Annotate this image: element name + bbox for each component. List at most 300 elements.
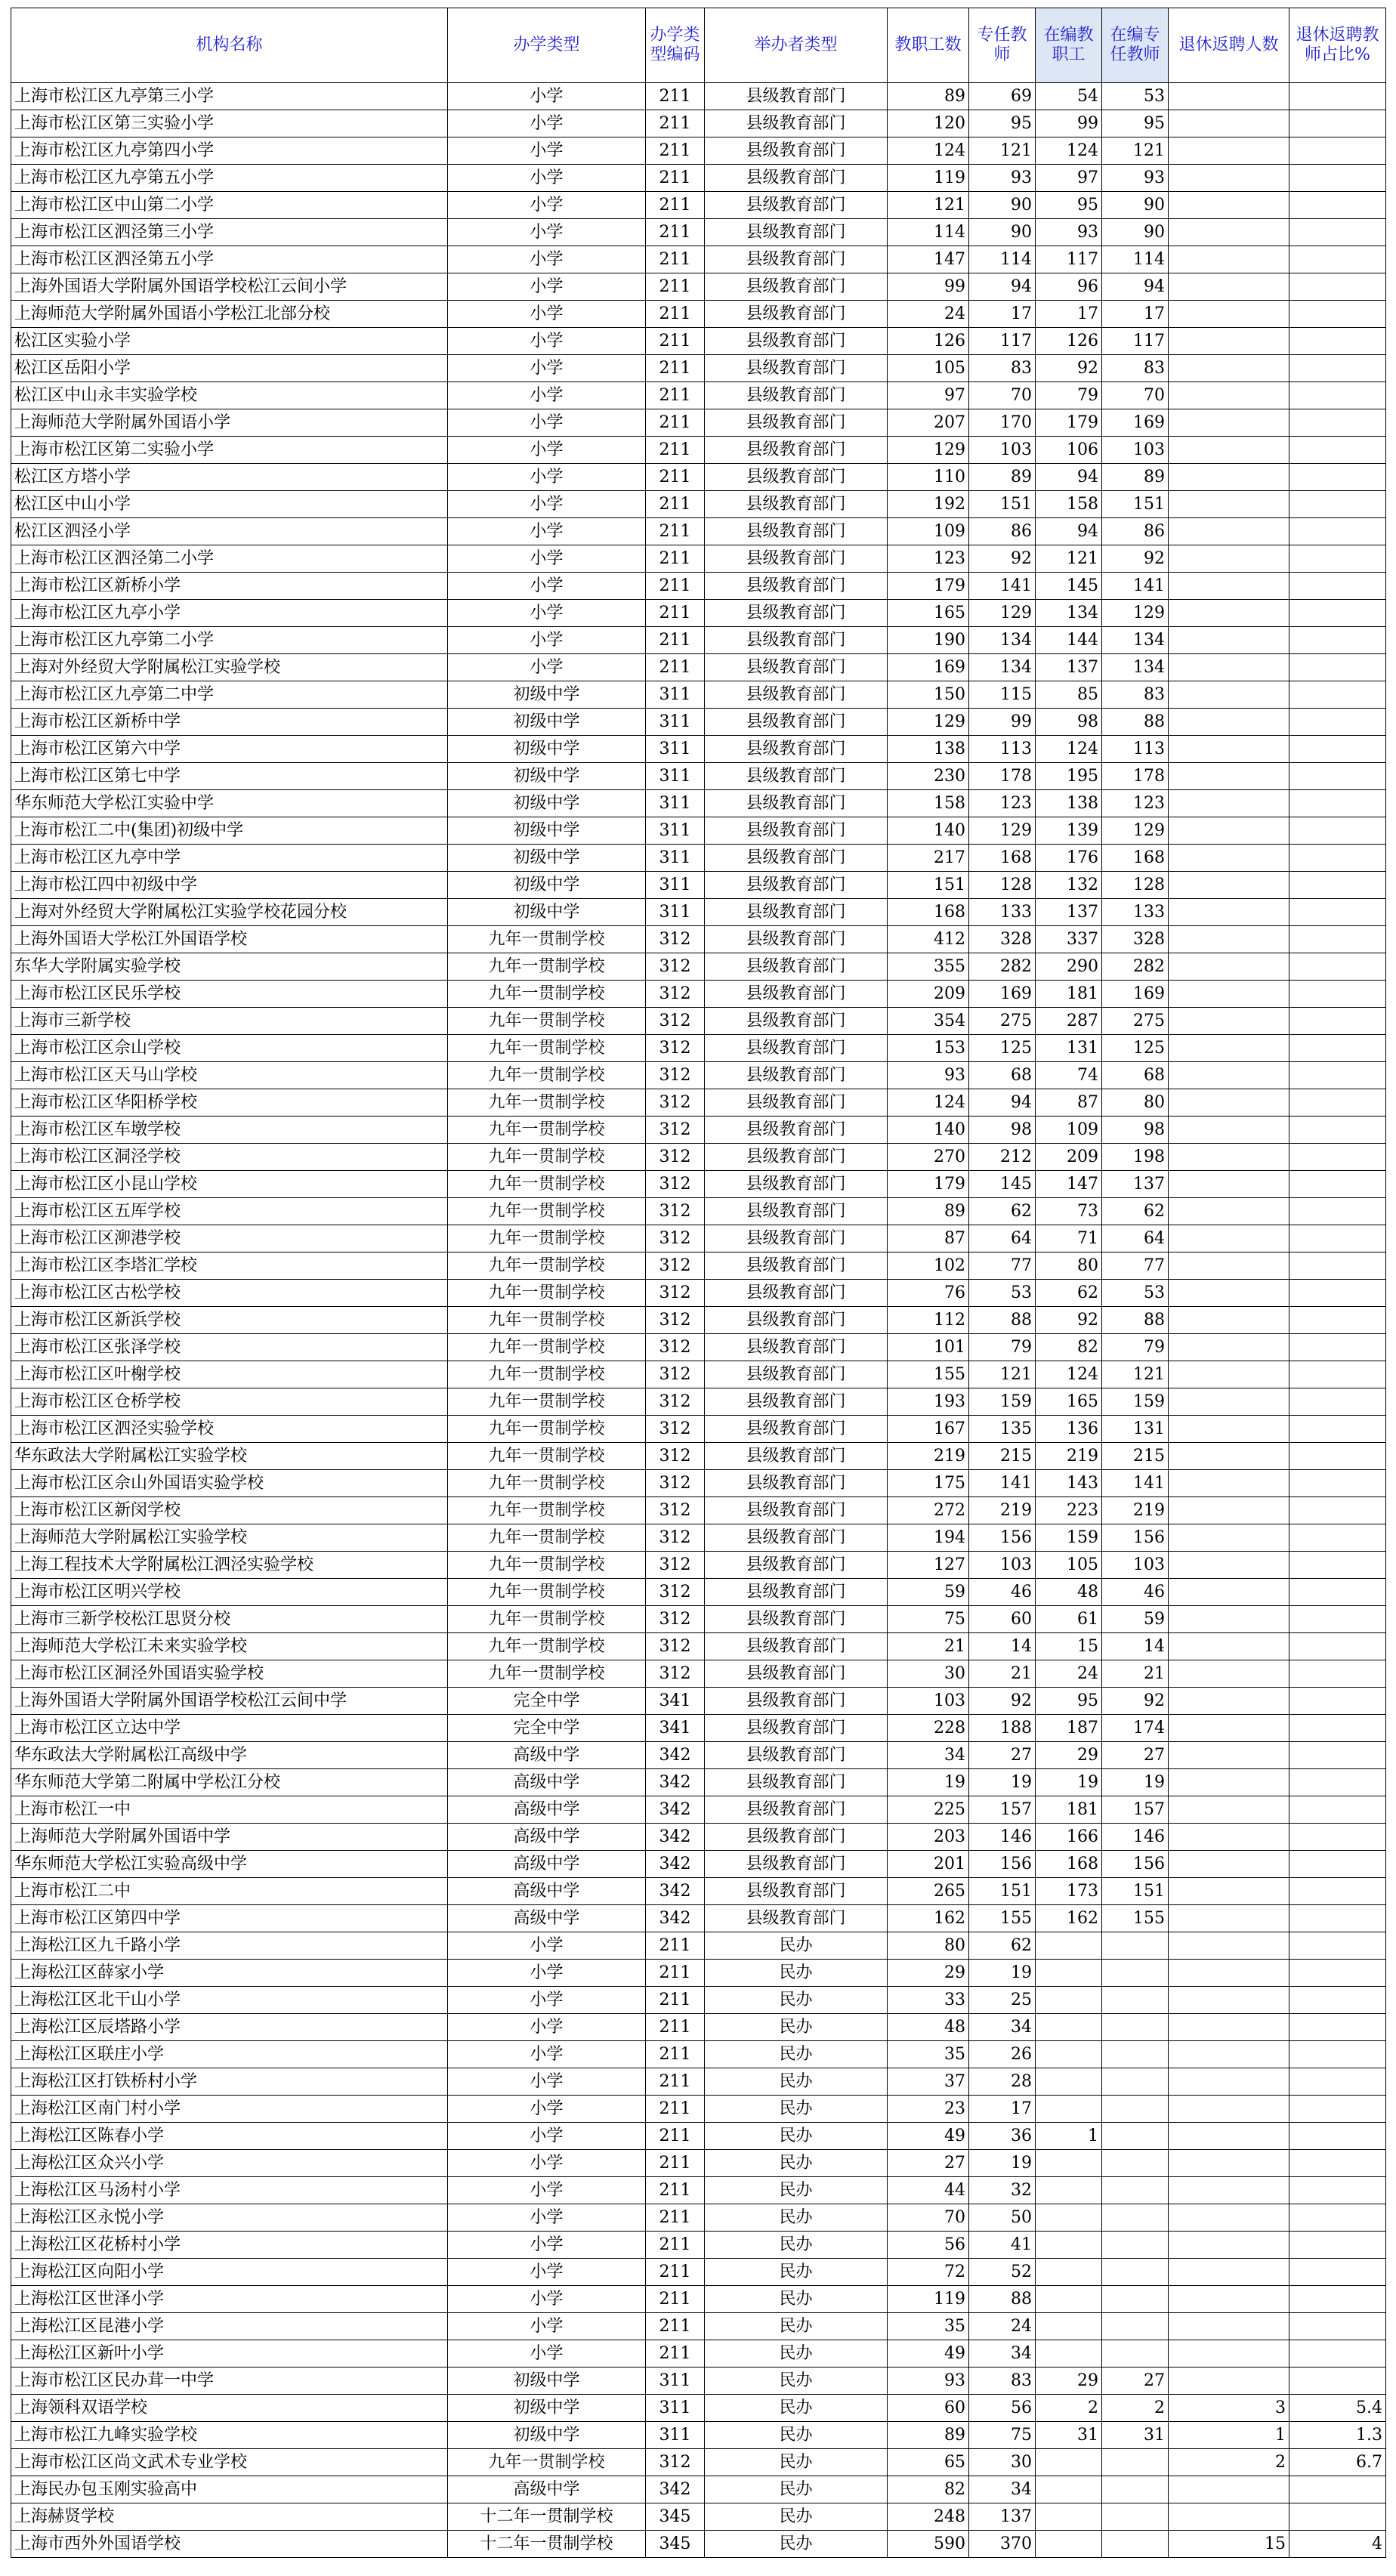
- established-staff-cell: 85: [1036, 681, 1102, 709]
- rehired-teacher-ratio-cell: [1289, 2068, 1386, 2096]
- rehired-retirees-cell: [1169, 1008, 1289, 1035]
- school-type-cell: 九年一贯制学校: [448, 1252, 646, 1280]
- header-rehired-retirees: 退休返聘人数: [1169, 8, 1289, 83]
- established-staff-cell: 124: [1036, 1361, 1102, 1388]
- table-row: [11, 1225, 1386, 1252]
- staff-count-cell: 29: [888, 1960, 969, 1987]
- rehired-retirees-cell: [1169, 926, 1289, 953]
- established-staff-cell: 73: [1036, 1198, 1102, 1225]
- staff-count-cell: 99: [888, 273, 969, 301]
- school-type-cell: 小学: [448, 2286, 646, 2313]
- established-staff-cell: 98: [1036, 709, 1102, 736]
- full-time-teachers-cell: 62: [969, 1198, 1036, 1225]
- full-time-teachers-cell: 159: [969, 1388, 1036, 1416]
- rehired-teacher-ratio-cell: [1289, 600, 1386, 627]
- rehired-retirees-cell: [1169, 328, 1289, 355]
- sponsor-type-cell: 县级教育部门: [705, 1905, 888, 1932]
- established-teachers-cell: [1102, 2232, 1169, 2259]
- school-type-code-cell: 342: [646, 1769, 705, 1796]
- staff-count-cell: 179: [888, 573, 969, 600]
- established-staff-cell: 109: [1036, 1117, 1102, 1144]
- school-type-code-cell: 211: [646, 2313, 705, 2340]
- school-type-cell: 九年一贯制学校: [448, 953, 646, 981]
- table-row: [11, 1416, 1386, 1443]
- staff-count-cell: 140: [888, 1117, 969, 1144]
- rehired-teacher-ratio-cell: [1289, 926, 1386, 953]
- institution-name-cell: 上海市松江区车墩学校: [11, 1117, 448, 1144]
- established-teachers-cell: 282: [1102, 953, 1169, 981]
- school-type-cell: 小学: [448, 2068, 646, 2096]
- table-row: [11, 2041, 1386, 2068]
- established-teachers-cell: 125: [1102, 1035, 1169, 1062]
- rehired-teacher-ratio-cell: 6.7: [1289, 2449, 1386, 2476]
- established-staff-cell: [1036, 2449, 1102, 2476]
- established-staff-cell: 132: [1036, 872, 1102, 899]
- established-staff-cell: 287: [1036, 1008, 1102, 1035]
- school-type-cell: 小学: [448, 2177, 646, 2204]
- table-row: [11, 2204, 1386, 2232]
- rehired-teacher-ratio-cell: [1289, 355, 1386, 382]
- sponsor-type-cell: 县级教育部门: [705, 899, 888, 926]
- sponsor-type-cell: 民办: [705, 2531, 888, 2558]
- sponsor-type-cell: 县级教育部门: [705, 1633, 888, 1660]
- school-type-code-cell: 312: [646, 1416, 705, 1443]
- rehired-retirees-cell: [1169, 273, 1289, 301]
- established-staff-cell: [1036, 2204, 1102, 2232]
- rehired-teacher-ratio-cell: [1289, 1198, 1386, 1225]
- full-time-teachers-cell: 170: [969, 409, 1036, 437]
- full-time-teachers-cell: 53: [969, 1280, 1036, 1307]
- rehired-retirees-cell: [1169, 600, 1289, 627]
- institution-name-cell: 上海松江区世泽小学: [11, 2286, 448, 2313]
- institution-name-cell: 上海市松江区第三实验小学: [11, 110, 448, 137]
- sponsor-type-cell: 县级教育部门: [705, 545, 888, 573]
- school-type-code-cell: 211: [646, 110, 705, 137]
- full-time-teachers-cell: 117: [969, 328, 1036, 355]
- school-type-code-cell: 312: [646, 1062, 705, 1089]
- staff-count-cell: 21: [888, 1633, 969, 1660]
- rehired-teacher-ratio-cell: [1289, 165, 1386, 192]
- school-type-code-cell: 312: [646, 1524, 705, 1552]
- school-type-cell: 九年一贯制学校: [448, 1579, 646, 1606]
- sponsor-type-cell: 县级教育部门: [705, 1035, 888, 1062]
- rehired-teacher-ratio-cell: [1289, 1715, 1386, 1742]
- rehired-retirees-cell: [1169, 1388, 1289, 1416]
- rehired-teacher-ratio-cell: [1289, 845, 1386, 872]
- school-type-cell: 小学: [448, 2259, 646, 2286]
- rehired-retirees-cell: [1169, 545, 1289, 573]
- rehired-teacher-ratio-cell: [1289, 301, 1386, 328]
- rehired-retirees-cell: [1169, 1824, 1289, 1851]
- established-staff-cell: 29: [1036, 2368, 1102, 2395]
- sponsor-type-cell: 民办: [705, 2368, 888, 2395]
- rehired-retirees-cell: 1: [1169, 2422, 1289, 2449]
- institution-name-cell: 上海市松江区民办茸一中学: [11, 2368, 448, 2395]
- institution-name-cell: 上海市松江区明兴学校: [11, 1579, 448, 1606]
- school-type-code-cell: 312: [646, 1171, 705, 1198]
- table-row: [11, 763, 1386, 790]
- school-type-code-cell: 211: [646, 654, 705, 681]
- school-type-code-cell: 311: [646, 845, 705, 872]
- staff-count-cell: 119: [888, 165, 969, 192]
- school-type-cell: 小学: [448, 2096, 646, 2123]
- header-established-teachers: 在编专任教师: [1102, 8, 1169, 83]
- established-staff-cell: 92: [1036, 355, 1102, 382]
- table-row: [11, 246, 1386, 273]
- school-type-cell: 初级中学: [448, 899, 646, 926]
- institution-name-cell: 上海松江区永悦小学: [11, 2204, 448, 2232]
- full-time-teachers-cell: 113: [969, 736, 1036, 763]
- table-row: [11, 2068, 1386, 2096]
- established-teachers-cell: 17: [1102, 301, 1169, 328]
- established-teachers-cell: 141: [1102, 1470, 1169, 1497]
- sponsor-type-cell: 县级教育部门: [705, 1334, 888, 1361]
- staff-count-cell: 121: [888, 192, 969, 219]
- school-type-cell: 九年一贯制学校: [448, 1606, 646, 1633]
- established-staff-cell: 1: [1036, 2123, 1102, 2150]
- rehired-retirees-cell: [1169, 1905, 1289, 1932]
- staff-count-cell: 270: [888, 1144, 969, 1171]
- sponsor-type-cell: 民办: [705, 2476, 888, 2503]
- sponsor-type-cell: 民办: [705, 2259, 888, 2286]
- staff-count-cell: 162: [888, 1905, 969, 1932]
- established-teachers-cell: 168: [1102, 845, 1169, 872]
- full-time-teachers-cell: 56: [969, 2395, 1036, 2422]
- table-row: [11, 1280, 1386, 1307]
- staff-count-cell: 138: [888, 736, 969, 763]
- sponsor-type-cell: 民办: [705, 2503, 888, 2531]
- full-time-teachers-cell: 27: [969, 1742, 1036, 1769]
- institution-name-cell: 上海工程技术大学附属松江泗泾实验学校: [11, 1552, 448, 1579]
- sponsor-type-cell: 县级教育部门: [705, 409, 888, 437]
- institution-name-cell: 上海市松江区天马山学校: [11, 1062, 448, 1089]
- staff-count-cell: 112: [888, 1307, 969, 1334]
- rehired-teacher-ratio-cell: [1289, 790, 1386, 817]
- established-teachers-cell: 83: [1102, 355, 1169, 382]
- table-row: [11, 1579, 1386, 1606]
- school-type-cell: 九年一贯制学校: [448, 1497, 646, 1524]
- table-row: [11, 1633, 1386, 1660]
- rehired-teacher-ratio-cell: [1289, 1008, 1386, 1035]
- rehired-retirees-cell: [1169, 1497, 1289, 1524]
- rehired-retirees-cell: [1169, 2313, 1289, 2340]
- established-staff-cell: 93: [1036, 219, 1102, 246]
- sponsor-type-cell: 县级教育部门: [705, 1796, 888, 1824]
- school-type-code-cell: 211: [646, 2340, 705, 2368]
- institution-name-cell: 上海市松江区新桥中学: [11, 709, 448, 736]
- table-row: [11, 2177, 1386, 2204]
- full-time-teachers-cell: 155: [969, 1905, 1036, 1932]
- established-teachers-cell: 53: [1102, 83, 1169, 110]
- established-staff-cell: 124: [1036, 736, 1102, 763]
- school-type-code-cell: 312: [646, 1388, 705, 1416]
- sponsor-type-cell: 县级教育部门: [705, 1470, 888, 1497]
- staff-count-cell: 102: [888, 1252, 969, 1280]
- rehired-retirees-cell: [1169, 1932, 1289, 1960]
- table-row: [11, 1742, 1386, 1769]
- full-time-teachers-cell: 75: [969, 2422, 1036, 2449]
- sponsor-type-cell: 县级教育部门: [705, 83, 888, 110]
- rehired-retirees-cell: 3: [1169, 2395, 1289, 2422]
- rehired-retirees-cell: [1169, 1715, 1289, 1742]
- school-type-code-cell: 211: [646, 273, 705, 301]
- institution-name-cell: 上海市松江区华阳桥学校: [11, 1089, 448, 1117]
- school-type-cell: 九年一贯制学校: [448, 1171, 646, 1198]
- table-row: [11, 1905, 1386, 1932]
- full-time-teachers-cell: 88: [969, 2286, 1036, 2313]
- table-row: [11, 219, 1386, 246]
- established-teachers-cell: [1102, 2449, 1169, 2476]
- school-type-cell: 九年一贯制学校: [448, 1035, 646, 1062]
- established-teachers-cell: 2: [1102, 2395, 1169, 2422]
- rehired-teacher-ratio-cell: [1289, 219, 1386, 246]
- full-time-teachers-cell: 14: [969, 1633, 1036, 1660]
- sponsor-type-cell: 县级教育部门: [705, 328, 888, 355]
- established-teachers-cell: [1102, 1932, 1169, 1960]
- staff-count-cell: 209: [888, 981, 969, 1008]
- table-row: [11, 2014, 1386, 2041]
- rehired-teacher-ratio-cell: [1289, 899, 1386, 926]
- established-teachers-cell: [1102, 2340, 1169, 2368]
- staff-count-cell: 56: [888, 2232, 969, 2259]
- school-type-code-cell: 342: [646, 1878, 705, 1905]
- table-row: [11, 573, 1386, 600]
- full-time-teachers-cell: 169: [969, 981, 1036, 1008]
- staff-count-cell: 103: [888, 1688, 969, 1715]
- table-row: [11, 709, 1386, 736]
- sponsor-type-cell: 县级教育部门: [705, 464, 888, 491]
- school-type-code-cell: 312: [646, 2449, 705, 2476]
- table-row: [11, 192, 1386, 219]
- header-full-time-teachers: 专任教师: [969, 8, 1036, 83]
- sponsor-type-cell: 民办: [705, 2395, 888, 2422]
- full-time-teachers-cell: 282: [969, 953, 1036, 981]
- header-row: [11, 8, 1386, 83]
- rehired-teacher-ratio-cell: [1289, 1796, 1386, 1824]
- school-type-cell: 完全中学: [448, 1715, 646, 1742]
- school-type-code-cell: 342: [646, 1796, 705, 1824]
- staff-count-cell: 228: [888, 1715, 969, 1742]
- table-row: [11, 981, 1386, 1008]
- rehired-teacher-ratio-cell: [1289, 2476, 1386, 2503]
- table-row: [11, 1824, 1386, 1851]
- full-time-teachers-cell: 128: [969, 872, 1036, 899]
- header-established-staff: 在编教职工: [1036, 8, 1102, 83]
- full-time-teachers-cell: 103: [969, 437, 1036, 464]
- school-type-cell: 小学: [448, 600, 646, 627]
- school-type-cell: 小学: [448, 545, 646, 573]
- rehired-teacher-ratio-cell: [1289, 1878, 1386, 1905]
- table-row: [11, 1089, 1386, 1117]
- table-body: [11, 83, 1386, 2558]
- institution-name-cell: 上海市松江区洞泾学校: [11, 1144, 448, 1171]
- established-teachers-cell: 146: [1102, 1824, 1169, 1851]
- full-time-teachers-cell: 21: [969, 1660, 1036, 1688]
- school-type-cell: 高级中学: [448, 2476, 646, 2503]
- school-type-cell: 小学: [448, 2340, 646, 2368]
- full-time-teachers-cell: 52: [969, 2259, 1036, 2286]
- rehired-teacher-ratio-cell: [1289, 2286, 1386, 2313]
- established-teachers-cell: 64: [1102, 1225, 1169, 1252]
- rehired-teacher-ratio-cell: [1289, 1443, 1386, 1470]
- school-type-code-cell: 342: [646, 1742, 705, 1769]
- full-time-teachers-cell: 156: [969, 1524, 1036, 1552]
- full-time-teachers-cell: 24: [969, 2313, 1036, 2340]
- established-staff-cell: 187: [1036, 1715, 1102, 1742]
- established-staff-cell: 137: [1036, 654, 1102, 681]
- institution-name-cell: 上海市松江区第六中学: [11, 736, 448, 763]
- table-row: [11, 1171, 1386, 1198]
- rehired-retirees-cell: [1169, 953, 1289, 981]
- table-row: [11, 409, 1386, 437]
- established-staff-cell: [1036, 2313, 1102, 2340]
- rehired-retirees-cell: [1169, 2476, 1289, 2503]
- established-staff-cell: 139: [1036, 817, 1102, 845]
- rehired-retirees-cell: [1169, 1552, 1289, 1579]
- sponsor-type-cell: 县级教育部门: [705, 165, 888, 192]
- rehired-teacher-ratio-cell: [1289, 491, 1386, 518]
- rehired-retirees-cell: [1169, 437, 1289, 464]
- established-staff-cell: 96: [1036, 273, 1102, 301]
- rehired-teacher-ratio-cell: [1289, 872, 1386, 899]
- school-type-code-cell: 211: [646, 2286, 705, 2313]
- sponsor-type-cell: 县级教育部门: [705, 1171, 888, 1198]
- school-type-code-cell: 312: [646, 1117, 705, 1144]
- rehired-teacher-ratio-cell: [1289, 2014, 1386, 2041]
- staff-count-cell: 123: [888, 545, 969, 573]
- established-teachers-cell: 113: [1102, 736, 1169, 763]
- established-teachers-cell: [1102, 2068, 1169, 2096]
- rehired-teacher-ratio-cell: [1289, 709, 1386, 736]
- institution-name-cell: 上海师范大学松江未来实验学校: [11, 1633, 448, 1660]
- school-type-cell: 小学: [448, 246, 646, 273]
- rehired-retirees-cell: [1169, 899, 1289, 926]
- sponsor-type-cell: 县级教育部门: [705, 1144, 888, 1171]
- school-type-code-cell: 211: [646, 437, 705, 464]
- full-time-teachers-cell: 34: [969, 2340, 1036, 2368]
- rehired-teacher-ratio-cell: [1289, 1851, 1386, 1878]
- school-type-code-cell: 312: [646, 1280, 705, 1307]
- school-type-cell: 九年一贯制学校: [448, 1117, 646, 1144]
- full-time-teachers-cell: 157: [969, 1796, 1036, 1824]
- school-type-code-cell: 211: [646, 328, 705, 355]
- staff-count-cell: 124: [888, 137, 969, 165]
- institution-name-cell: 上海市松江区李塔汇学校: [11, 1252, 448, 1280]
- rehired-teacher-ratio-cell: [1289, 1633, 1386, 1660]
- table-row: [11, 1470, 1386, 1497]
- full-time-teachers-cell: 146: [969, 1824, 1036, 1851]
- institution-name-cell: 上海市松江区中山第二小学: [11, 192, 448, 219]
- table-row: [11, 1307, 1386, 1334]
- school-type-code-cell: 345: [646, 2503, 705, 2531]
- staff-count-cell: 190: [888, 627, 969, 654]
- table-row: [11, 1715, 1386, 1742]
- sponsor-type-cell: 民办: [705, 2177, 888, 2204]
- header-school-type: 办学类型: [448, 8, 646, 83]
- rehired-retirees-cell: [1169, 1198, 1289, 1225]
- established-teachers-cell: 103: [1102, 1552, 1169, 1579]
- school-type-code-cell: 312: [646, 1552, 705, 1579]
- institution-name-cell: 上海师范大学附属外国语小学: [11, 409, 448, 437]
- sponsor-type-cell: 民办: [705, 2449, 888, 2476]
- table-row: [11, 1960, 1386, 1987]
- school-type-cell: 小学: [448, 464, 646, 491]
- sponsor-type-cell: 县级教育部门: [705, 600, 888, 627]
- school-type-cell: 初级中学: [448, 872, 646, 899]
- full-time-teachers-cell: 92: [969, 545, 1036, 573]
- established-teachers-cell: 174: [1102, 1715, 1169, 1742]
- established-staff-cell: [1036, 2531, 1102, 2558]
- full-time-teachers-cell: 64: [969, 1225, 1036, 1252]
- full-time-teachers-cell: 212: [969, 1144, 1036, 1171]
- school-type-cell: 九年一贯制学校: [448, 1361, 646, 1388]
- rehired-retirees-cell: [1169, 681, 1289, 709]
- table-row: [11, 382, 1386, 409]
- sponsor-type-cell: 民办: [705, 1932, 888, 1960]
- rehired-retirees-cell: 15: [1169, 2531, 1289, 2558]
- school-type-cell: 小学: [448, 2204, 646, 2232]
- full-time-teachers-cell: 19: [969, 1960, 1036, 1987]
- established-teachers-cell: 121: [1102, 137, 1169, 165]
- established-staff-cell: [1036, 2286, 1102, 2313]
- rehired-retirees-cell: [1169, 1851, 1289, 1878]
- sponsor-type-cell: 县级教育部门: [705, 709, 888, 736]
- school-type-cell: 高级中学: [448, 1905, 646, 1932]
- established-teachers-cell: 83: [1102, 681, 1169, 709]
- rehired-teacher-ratio-cell: [1289, 1171, 1386, 1198]
- established-staff-cell: 99: [1036, 110, 1102, 137]
- school-type-cell: 初级中学: [448, 845, 646, 872]
- institution-name-cell: 上海民办包玉刚实验高中: [11, 2476, 448, 2503]
- established-teachers-cell: 59: [1102, 1606, 1169, 1633]
- established-staff-cell: 94: [1036, 464, 1102, 491]
- staff-count-cell: 153: [888, 1035, 969, 1062]
- school-type-cell: 高级中学: [448, 1824, 646, 1851]
- school-type-code-cell: 311: [646, 763, 705, 790]
- sponsor-type-cell: 县级教育部门: [705, 1824, 888, 1851]
- school-type-cell: 小学: [448, 573, 646, 600]
- sponsor-type-cell: 县级教育部门: [705, 573, 888, 600]
- sponsor-type-cell: 县级教育部门: [705, 790, 888, 817]
- table-row: [11, 165, 1386, 192]
- staff-count-cell: 35: [888, 2313, 969, 2340]
- established-teachers-cell: 92: [1102, 1688, 1169, 1715]
- school-type-cell: 九年一贯制学校: [448, 1198, 646, 1225]
- established-staff-cell: 181: [1036, 1796, 1102, 1824]
- established-teachers-cell: [1102, 2096, 1169, 2123]
- institution-name-cell: 上海对外经贸大学附属松江实验学校: [11, 654, 448, 681]
- table-row: [11, 817, 1386, 845]
- school-type-code-cell: 312: [646, 1443, 705, 1470]
- rehired-retirees-cell: [1169, 491, 1289, 518]
- table-row: [11, 2340, 1386, 2368]
- rehired-retirees-cell: [1169, 2259, 1289, 2286]
- full-time-teachers-cell: 151: [969, 1878, 1036, 1905]
- sponsor-type-cell: 县级教育部门: [705, 1062, 888, 1089]
- school-type-cell: 九年一贯制学校: [448, 1144, 646, 1171]
- sponsor-type-cell: 县级教育部门: [705, 1388, 888, 1416]
- school-type-code-cell: 312: [646, 953, 705, 981]
- rehired-teacher-ratio-cell: [1289, 681, 1386, 709]
- school-type-code-cell: 211: [646, 219, 705, 246]
- established-staff-cell: 105: [1036, 1552, 1102, 1579]
- staff-count-cell: 70: [888, 2204, 969, 2232]
- rehired-teacher-ratio-cell: [1289, 1361, 1386, 1388]
- established-staff-cell: [1036, 2014, 1102, 2041]
- rehired-retirees-cell: [1169, 518, 1289, 545]
- staff-count-cell: 207: [888, 409, 969, 437]
- established-teachers-cell: 98: [1102, 1117, 1169, 1144]
